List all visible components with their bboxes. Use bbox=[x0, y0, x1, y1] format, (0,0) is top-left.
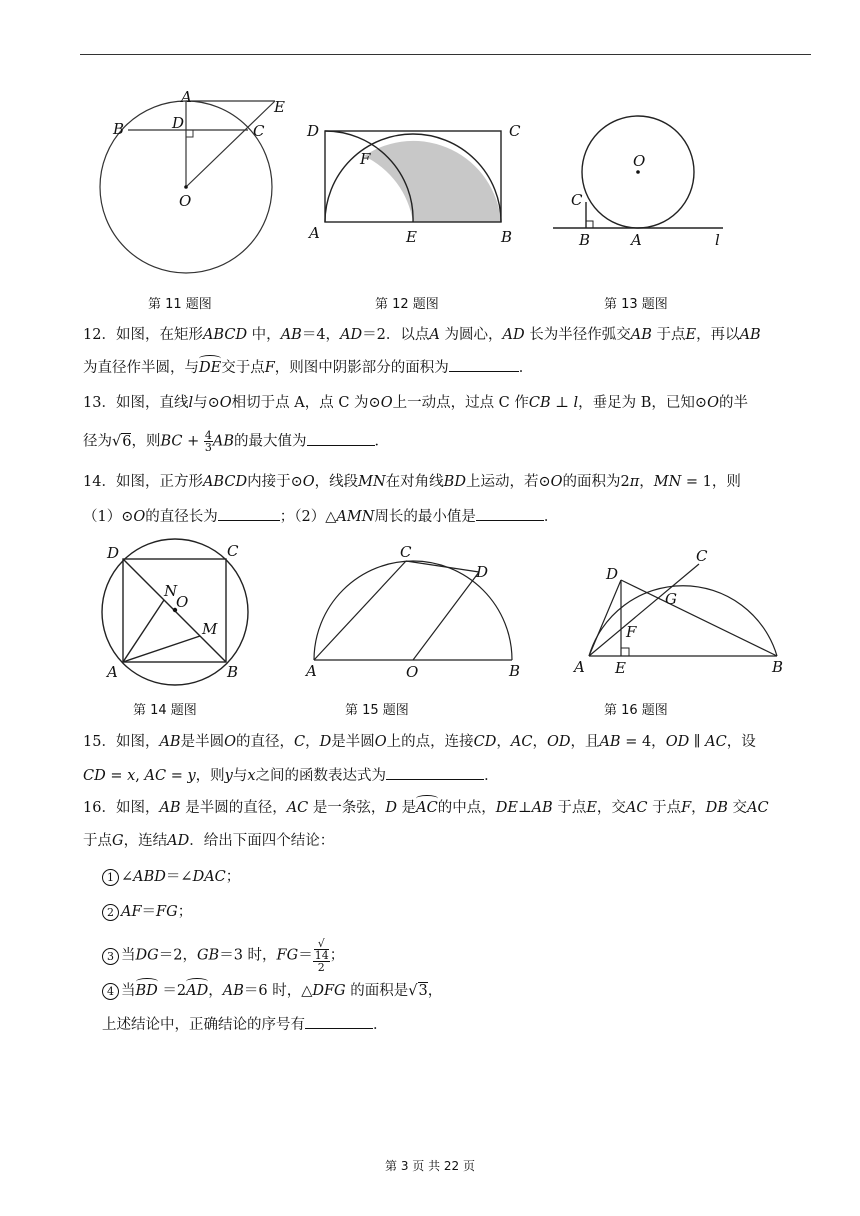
figure-15 bbox=[300, 540, 530, 680]
q14-line1: 14．如图，正方形ABCD内接于⊙O，线段MN在对角线BD上运动，若⊙O的面积为2π，MN = 1，则 bbox=[83, 474, 741, 490]
label-a: A bbox=[107, 663, 118, 681]
label-c: C bbox=[253, 122, 265, 140]
label-m: M bbox=[202, 620, 218, 638]
figure-16 bbox=[570, 540, 795, 680]
q16-conclusion-3: 3 当DG＝2，GB＝3 时，FG＝ √ 14 2 ； bbox=[102, 938, 344, 973]
label-d: D bbox=[107, 544, 120, 562]
label-f: F bbox=[626, 623, 637, 641]
answer-blank-16[interactable] bbox=[305, 1014, 373, 1029]
label-o: O bbox=[633, 152, 646, 170]
figure-11 bbox=[95, 88, 285, 277]
q12-line2: 为直径作半圆，与DE交于点F，则图中阴影部分的面积为 ． bbox=[83, 357, 533, 379]
label-b: B bbox=[113, 120, 125, 138]
label-a: A bbox=[181, 88, 192, 106]
q16-conclusion-1: 1 ∠ABD＝∠DAC； bbox=[102, 866, 240, 888]
label-b: B bbox=[501, 228, 513, 246]
caption-15: 第 15 题图 bbox=[345, 703, 409, 718]
label-o: O bbox=[406, 663, 419, 681]
q13-line2: 径为√6，则BC + $\frac{4}{3}$ AB的最大值为 ． bbox=[83, 429, 390, 454]
label-g: G bbox=[665, 590, 677, 608]
label-c: C bbox=[696, 547, 708, 565]
page-footer: 第 3 页 共 22 页 bbox=[385, 1159, 475, 1173]
q14-line2: （1）⊙O的直径长为 ；（2）△AMN周长的最小值是 ． bbox=[83, 506, 558, 528]
figure-14 bbox=[100, 540, 260, 685]
label-b: B bbox=[509, 662, 521, 680]
label-a: A bbox=[306, 662, 317, 680]
label-a: A bbox=[574, 658, 585, 676]
caption-12: 第 12 题图 bbox=[375, 297, 439, 312]
label-a: A bbox=[309, 224, 320, 242]
label-d: D bbox=[307, 122, 320, 140]
answer-blank-14-2[interactable] bbox=[476, 506, 544, 521]
label-d: D bbox=[606, 565, 619, 583]
label-b: B bbox=[579, 231, 591, 249]
label-d: D bbox=[476, 563, 489, 581]
label-n: N bbox=[164, 582, 178, 600]
q16-conclusion-2: 2 AF＝FG； bbox=[102, 901, 192, 923]
q16-line1: 16．如图，AB 是半圆的直径，AC 是一条弦，D 是AC的中点，DE⊥AB 于点E，交AC 于点F，DB 交AC bbox=[83, 797, 769, 819]
label-c: C bbox=[227, 542, 239, 560]
label-b: B bbox=[227, 663, 239, 681]
label-e: E bbox=[274, 98, 285, 116]
label-e: E bbox=[406, 228, 417, 246]
q13-line1: 13．如图，直线l与⊙O相切于点 A，点 C 为⊙O上一动点，过点 C 作CB ⊥ l，垂足为 B，已知⊙O的半 bbox=[83, 395, 748, 411]
shaded-region bbox=[364, 141, 501, 222]
answer-blank-15[interactable] bbox=[386, 765, 484, 780]
answer-blank-14-1[interactable] bbox=[218, 506, 280, 521]
label-f: F bbox=[360, 150, 371, 168]
label-b: B bbox=[772, 658, 784, 676]
label-o: O bbox=[179, 192, 192, 210]
q16-conclusion-4: 4 当BD ＝2AD，AB＝6 时，△DFG 的面积是√3， bbox=[102, 980, 442, 1002]
q15-line2: CD = x, AC = y，则y与x之间的函数表达式为 ． bbox=[83, 765, 499, 787]
label-c: C bbox=[509, 122, 521, 140]
answer-blank-12[interactable] bbox=[449, 357, 519, 372]
label-c: C bbox=[571, 191, 583, 209]
label-o: O bbox=[176, 593, 189, 611]
q16-final: 上述结论中，正确结论的序号有 ． bbox=[102, 1014, 388, 1036]
caption-13: 第 13 题图 bbox=[604, 297, 668, 312]
caption-11: 第 11 题图 bbox=[148, 297, 212, 312]
label-a: A bbox=[631, 231, 642, 249]
header-rule bbox=[80, 54, 811, 55]
caption-14: 第 14 题图 bbox=[133, 703, 197, 718]
label-c: C bbox=[400, 543, 412, 561]
figure-13 bbox=[553, 114, 733, 249]
caption-16: 第 16 题图 bbox=[604, 703, 668, 718]
label-d: D bbox=[172, 114, 185, 132]
q12-line1: 12．如图，在矩形ABCD 中，AB＝4，AD＝2．以点A 为圆心，AD 长为半径作弧交AB 于点E，再以AB bbox=[83, 327, 761, 343]
label-l: l bbox=[715, 231, 720, 249]
answer-blank-13[interactable] bbox=[307, 431, 375, 446]
q16-line2: 于点G，连结AD．给出下面四个结论： bbox=[83, 833, 335, 849]
label-e: E bbox=[615, 659, 626, 677]
figure-12 bbox=[305, 118, 530, 248]
q15-line1: 15．如图，AB是半圆O的直径，C，D是半圆O上的点，连接CD，AC，OD，且AB = 4，OD ∥ AC，设 bbox=[83, 734, 756, 750]
